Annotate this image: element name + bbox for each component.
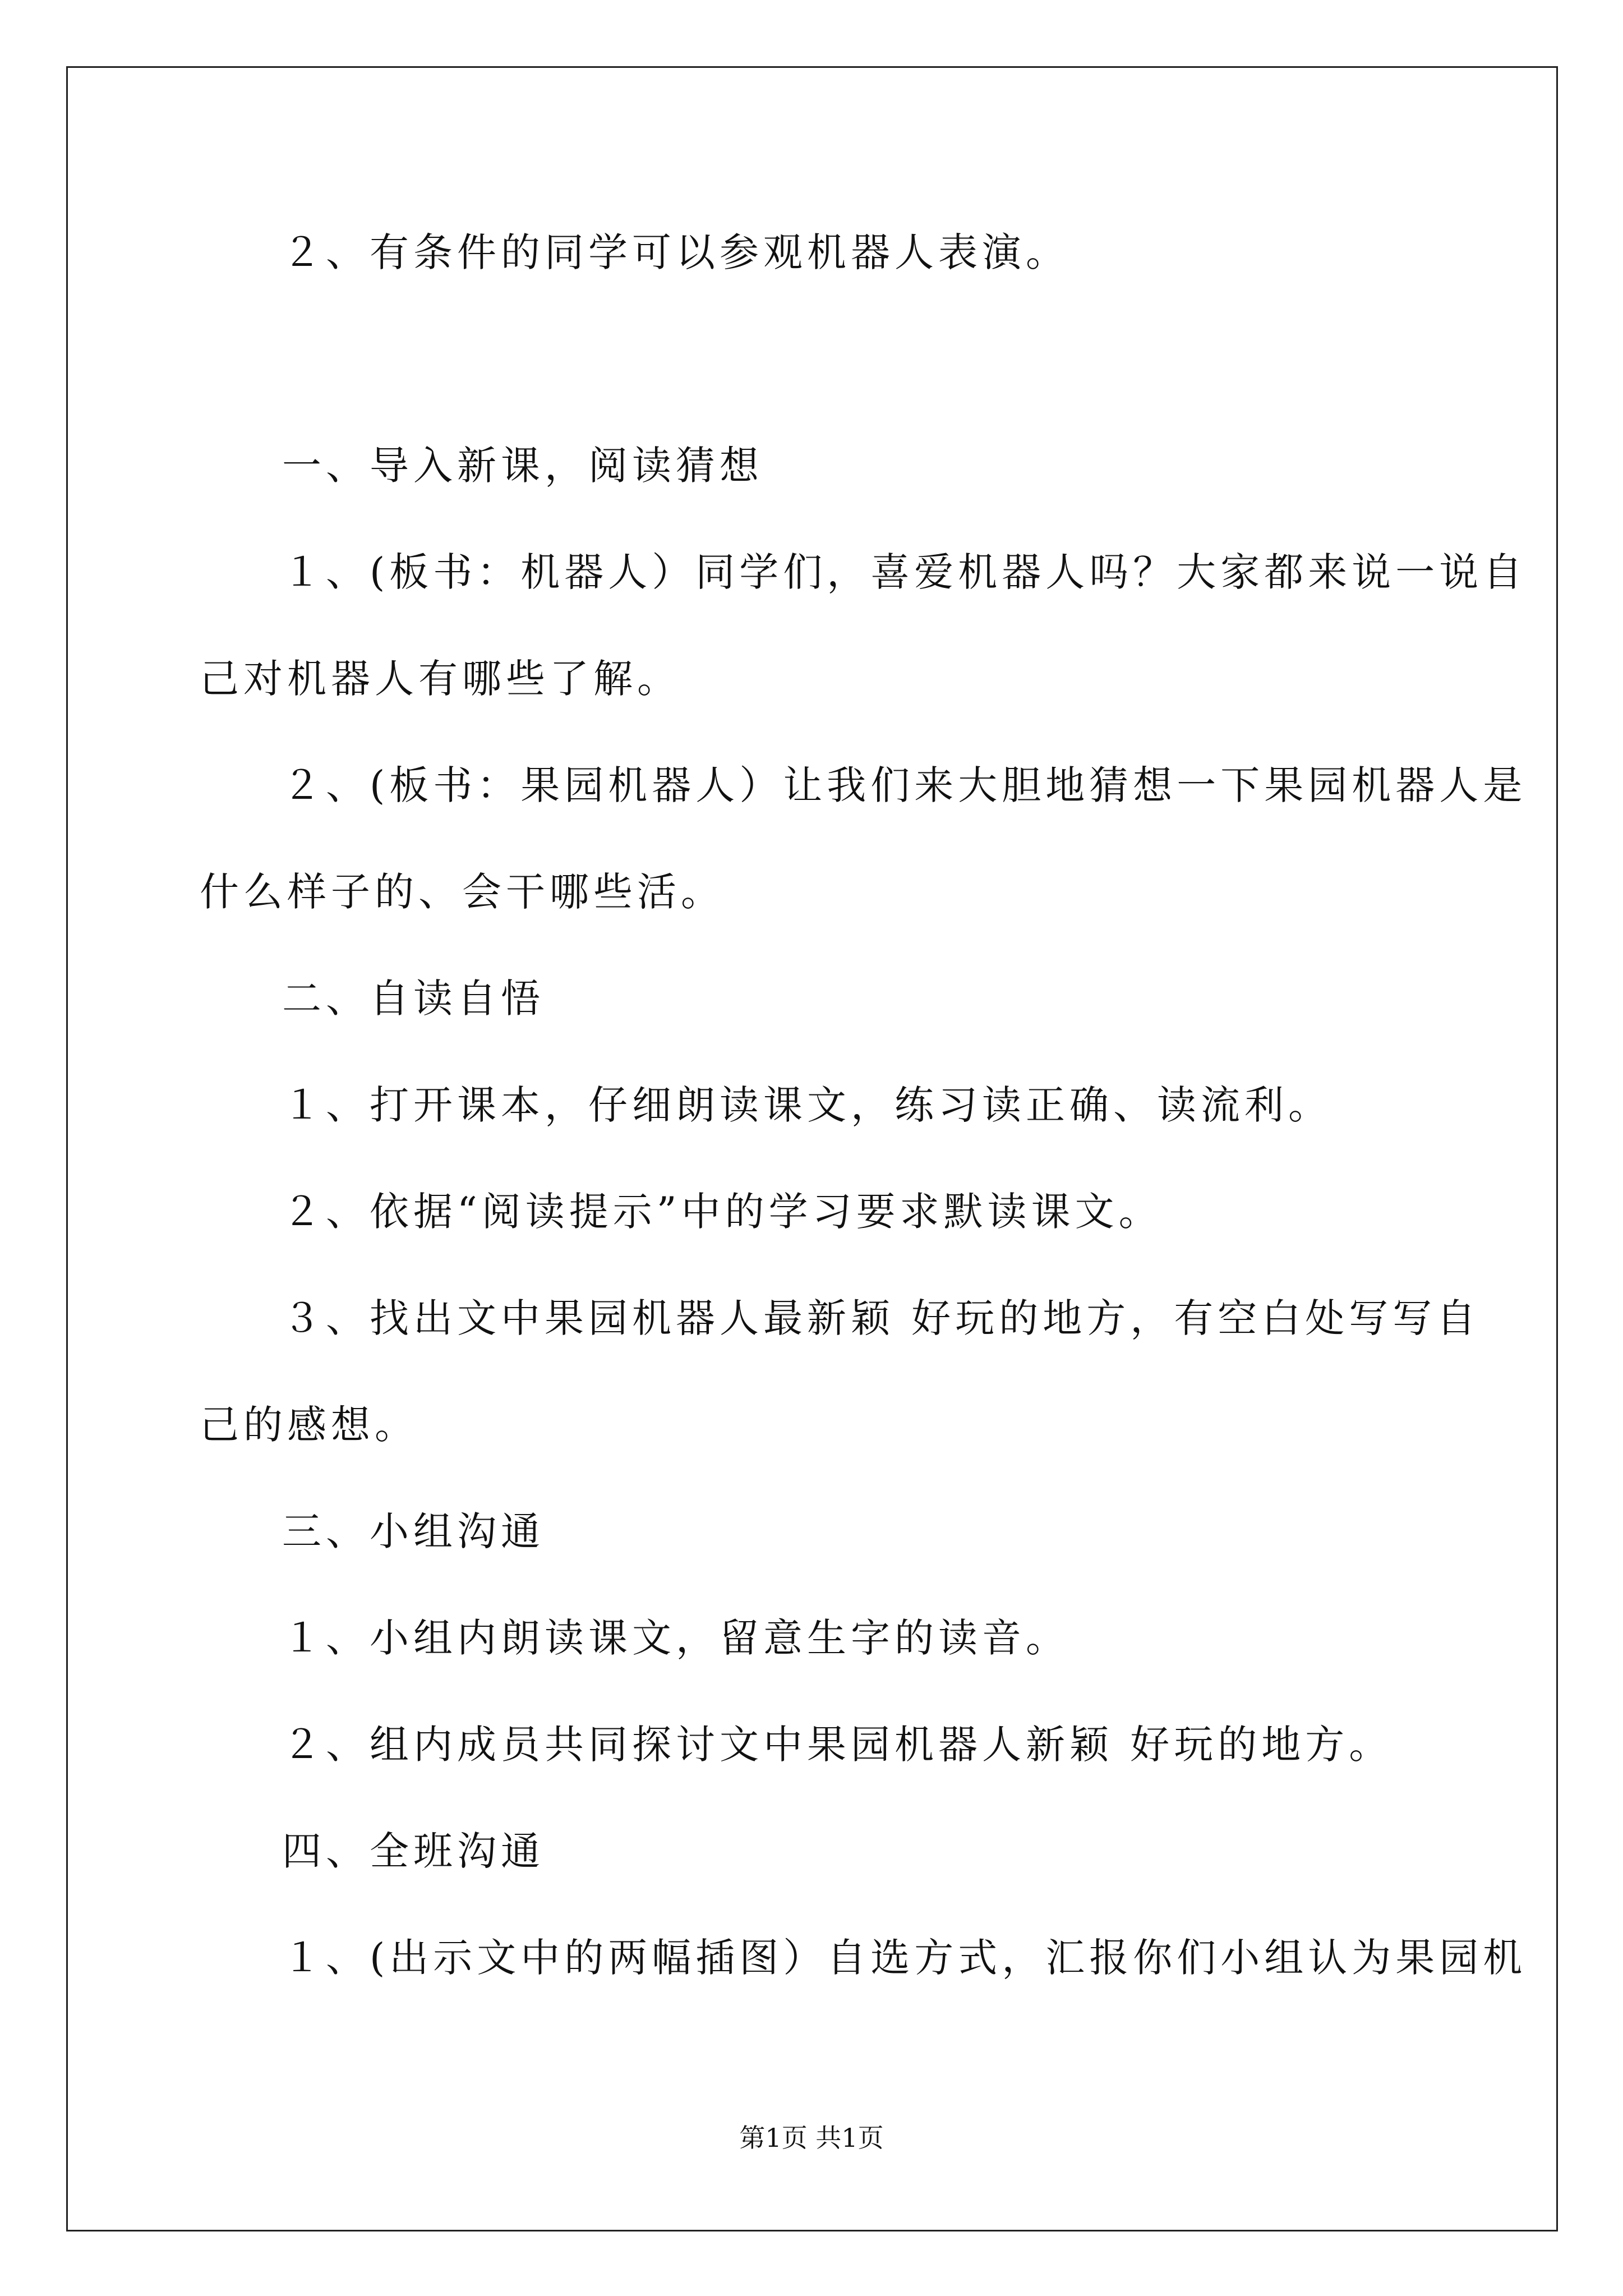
paragraph-line: １、小组内朗读课文，留意生字的读音。 <box>282 1615 1069 1661</box>
paragraph-line: 己对机器人有哪些了解。 <box>200 656 681 702</box>
paragraph-line: 什么样子的、会干哪些活。 <box>200 869 725 915</box>
section-heading: 三、小组沟通 <box>282 1508 545 1554</box>
paragraph-line: ２、组内成员共同探讨文中果园机器人新颖 好玩的地方。 <box>282 1722 1393 1768</box>
paragraph-line: ２、有条件的同学可以参观机器人表演。 <box>282 229 1069 275</box>
section-heading: 一、导入新课，阅读猜想 <box>282 443 763 489</box>
paragraph-line: 己的感想。 <box>200 1402 418 1448</box>
paragraph-line: １、(出示文中的两幅插图）自选方式，汇报你们小组认为果园机 <box>282 1935 1527 1981</box>
page-footer: 第1页 共1页 <box>739 2123 884 2153</box>
paragraph-line: ２、(板书：果园机器人）让我们来大胆地猜想一下果园机器人是 <box>282 762 1527 808</box>
section-heading: 二、自读自悟 <box>282 976 545 1022</box>
paragraph-line: ２、依据“阅读提示”中的学习要求默读课文。 <box>282 1189 1163 1235</box>
section-heading: 四、全班沟通 <box>282 1828 545 1874</box>
page-border <box>66 66 1558 2231</box>
paragraph-line: １、打开课本，仔细朗读课文，练习读正确、读流利。 <box>282 1082 1332 1128</box>
paragraph-line: １、(板书：机器人）同学们，喜爱机器人吗？大家都来说一说自 <box>282 549 1527 595</box>
paragraph-line: ３、找出文中果园机器人最新颖 好玩的地方，有空白处写写自 <box>282 1295 1481 1341</box>
